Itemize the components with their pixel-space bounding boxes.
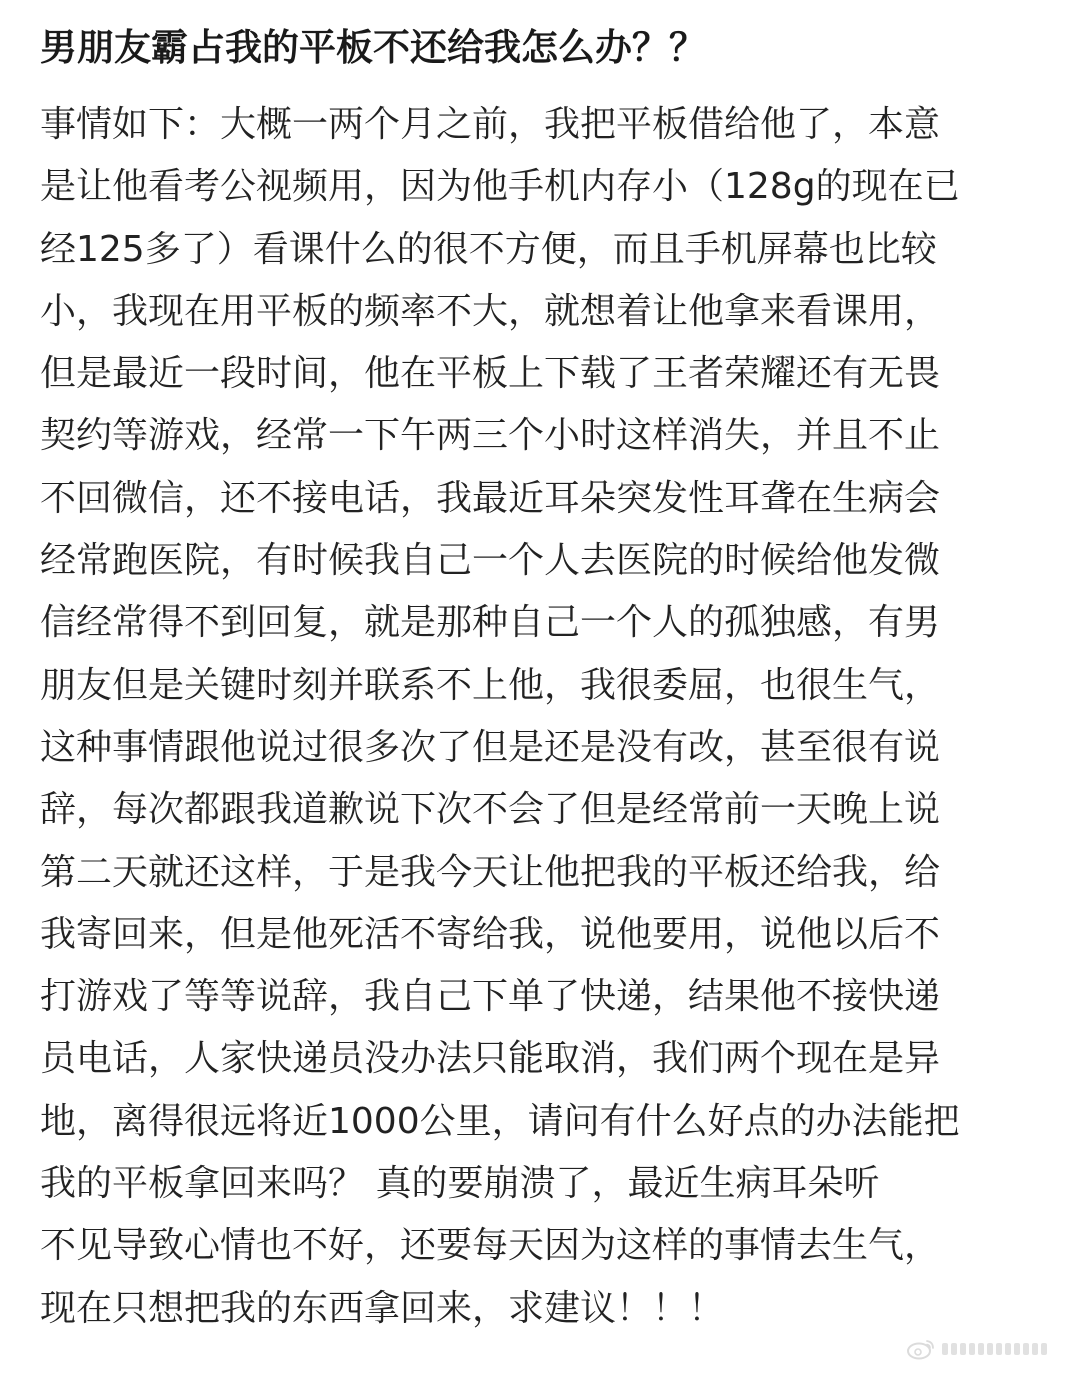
post-title: 男朋友霸占我的平板不还给我怎么办？？ bbox=[40, 26, 706, 69]
post bbox=[40, 0, 1040, 1340]
body-line: 但是最近一段时间，他在平板上下载了王者荣耀还有无畏 bbox=[40, 353, 941, 395]
body-line: 朋友但是关键时刻并联系不上他，我很委屈，也很生气， bbox=[40, 664, 941, 706]
body-line: 经125多了）看课什么的很不方便，而且手机屏幕也比较 bbox=[40, 228, 937, 270]
body-line: 我寄回来，但是他死活不寄给我，说他要用，说他以后不 bbox=[40, 913, 941, 955]
body-line: 是让他看考公视频用，因为他手机内存小（128g的现在已 bbox=[40, 166, 960, 208]
watermark bbox=[906, 1338, 1062, 1360]
watermark-handle bbox=[942, 1342, 1062, 1356]
body-line: 地，离得很远将近1000公里，请问有什么好点的办法能把 bbox=[40, 1100, 960, 1142]
body-line: 现在只想把我的东西拿回来，求建议！！！ bbox=[40, 1287, 725, 1329]
body-line: 第二天就还这样，于是我今天让他把我的平板还给我，给 bbox=[40, 851, 941, 893]
body-line: 这种事情跟他说过很多次了但是还是没有改，甚至很有说 bbox=[40, 726, 941, 768]
body-line: 辞，每次都跟我道歉说下次不会了但是经常前一天晚上说 bbox=[40, 789, 941, 831]
body-line: 不回微信，还不接电话，我最近耳朵突发性耳聋在生病会 bbox=[40, 477, 941, 519]
post-body bbox=[40, 94, 1040, 1340]
body-line: 打游戏了等等说辞，我自己下单了快递，结果他不接快递 bbox=[40, 976, 941, 1018]
body-line: 不见导致心情也不好，还要每天因为这样的事情去生气， bbox=[40, 1225, 941, 1267]
body-line: 我的平板拿回来吗？ 真的要崩溃了，最近生病耳朵听 bbox=[40, 1163, 880, 1205]
body-line: 经常跑医院，有时候我自己一个人去医院的时候给他发微 bbox=[40, 540, 941, 582]
body-line: 信经常得不到回复，就是那种自己一个人的孤独感，有男 bbox=[40, 602, 941, 644]
body-line: 员电话，人家快递员没办法只能取消，我们两个现在是异 bbox=[40, 1038, 941, 1080]
body-line: 事情如下：大概一两个月之前，我把平板借给他了，本意 bbox=[40, 104, 941, 145]
weibo-logo-icon bbox=[906, 1338, 936, 1360]
body-line: 小，我现在用平板的频率不大，就想着让他拿来看课用， bbox=[40, 290, 941, 332]
body-line: 契约等游戏，经常一下午两三个小时这样消失，并且不止 bbox=[40, 415, 941, 457]
